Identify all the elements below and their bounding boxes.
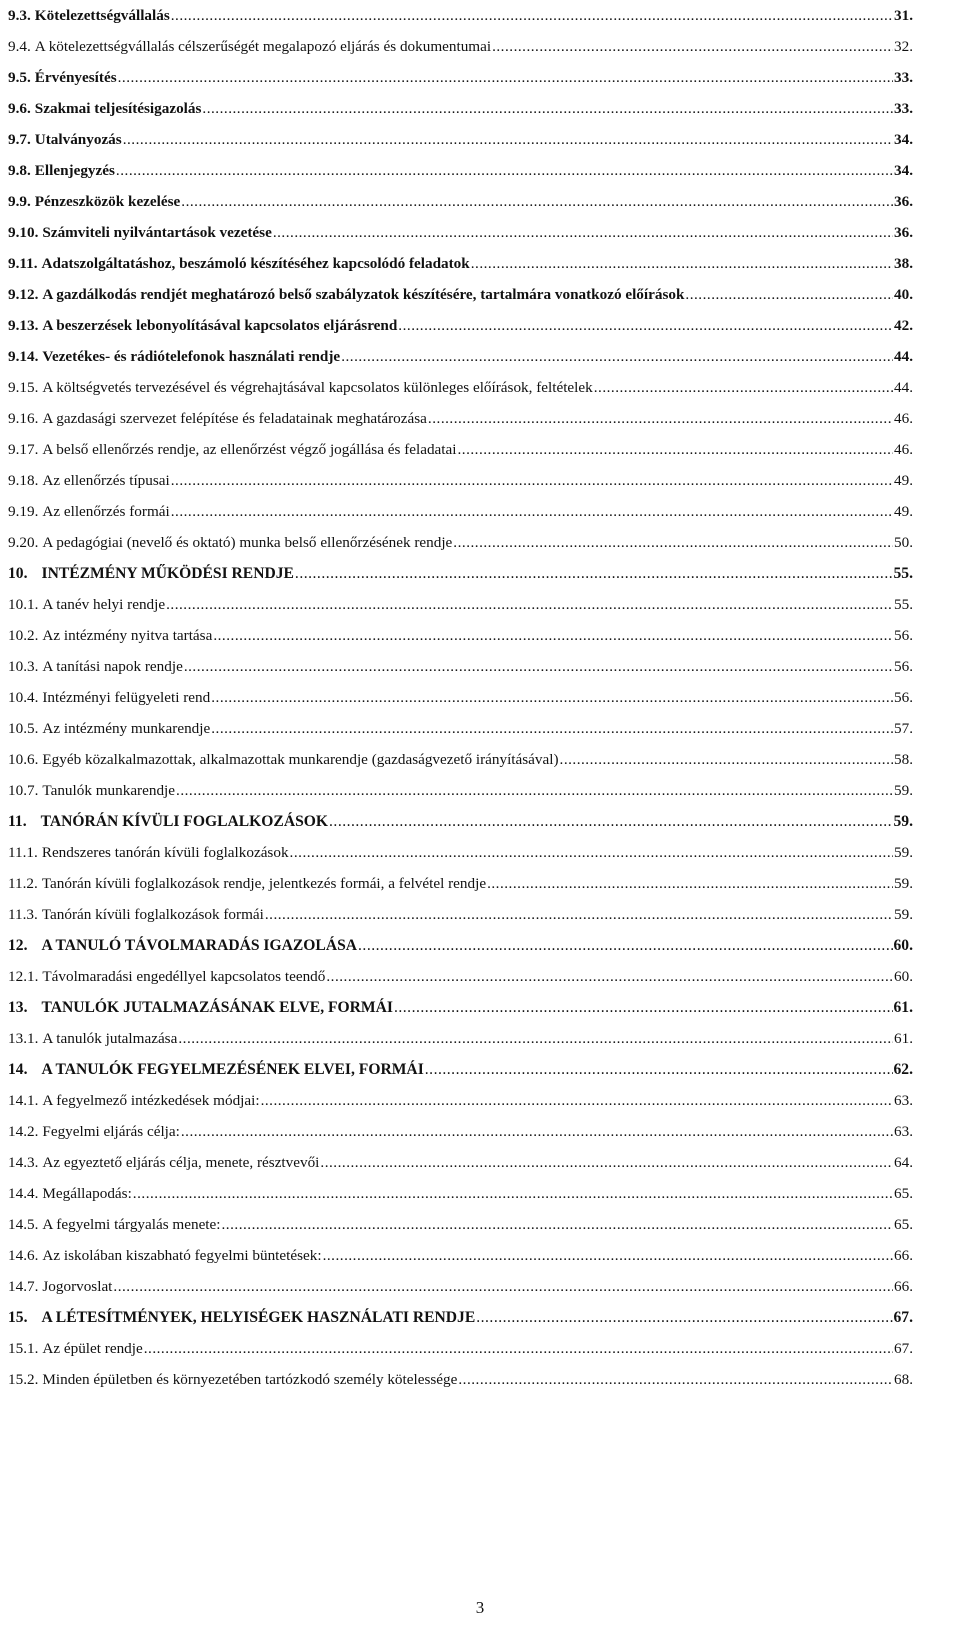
toc-entry-number: 14.5. (8, 1215, 39, 1233)
toc-entry-number: 9.7. (8, 130, 31, 148)
toc-entry-number: 9.5. (8, 68, 31, 86)
toc-entry[interactable] (8, 651, 913, 682)
toc-entry-title: TANÓRÁN KÍVÜLI FOGLALKOZÁSOK (40, 812, 329, 830)
toc-entry-number: 9.17. (8, 440, 39, 458)
toc-entry-page: 44. (894, 378, 913, 396)
toc-entry[interactable] (8, 744, 913, 775)
toc-entry-page: 59. (894, 874, 913, 892)
toc-entry-page: 63. (894, 1091, 913, 1109)
toc-entry[interactable] (8, 558, 913, 589)
toc-entry-title: A gazdasági szervezet felépítése és feladatainak meghatározása (42, 409, 427, 427)
toc-entry-title: A TANULÓ TÁVOLMARADÁS IGAZOLÁSA (41, 936, 358, 954)
toc-entry-page: 67. (894, 1339, 913, 1357)
toc-entry-number: 9.12. (8, 285, 39, 303)
toc-entry-number: 9.4. (8, 37, 31, 55)
toc-entry-number: 11.1. (8, 843, 38, 861)
toc-entry-page: 63. (894, 1122, 913, 1140)
toc-dot-leader (476, 1309, 892, 1327)
toc-entry-number: 15.1. (8, 1339, 39, 1357)
toc-entry-number: 9.6. (8, 99, 31, 117)
toc-entry[interactable] (8, 186, 913, 217)
toc-entry-page: 65. (894, 1184, 913, 1202)
toc-entry-title: A TANULÓK FEGYELMEZÉSÉNEK ELVEI, FORMÁI (41, 1060, 424, 1078)
toc-entry-number: 11.2. (8, 874, 38, 892)
toc-entry-title: A LÉTESÍTMÉNYEK, HELYISÉGEK HASZNÁLATI RENDJE (41, 1308, 476, 1326)
toc-entry-title: Az intézmény nyitva tartása (42, 626, 213, 644)
toc-entry-number: 10.2. (8, 626, 39, 644)
toc-entry-title: A tanulók jutalmazása (42, 1029, 178, 1047)
toc-entry-page: 66. (894, 1246, 913, 1264)
toc-entry-page: 42. (894, 316, 913, 334)
toc-entry[interactable] (8, 496, 913, 527)
toc-entry-number: 9.8. (8, 161, 31, 179)
toc-dot-leader (487, 875, 893, 893)
toc-entry-title: A tanév helyi rendje (42, 595, 166, 613)
toc-entry-page: 56. (894, 626, 913, 644)
toc-entry[interactable] (8, 1271, 913, 1302)
toc-dot-leader (178, 1030, 893, 1048)
toc-entry-page: 59. (894, 843, 913, 861)
toc-dot-leader (265, 906, 893, 924)
toc-entry-number: 9.19. (8, 502, 39, 520)
toc-dot-leader (560, 751, 894, 769)
toc-entry-page: 56. (894, 688, 913, 706)
toc-dot-leader (171, 7, 893, 25)
toc-entry-number: 15. (8, 1308, 28, 1326)
toc-entry-title: Intézményi felügyeleti rend (42, 688, 211, 706)
toc-entry-page: 58. (894, 750, 913, 768)
toc-entry[interactable] (8, 713, 913, 744)
toc-entry-page: 36. (894, 192, 913, 210)
toc-entry-title: Rendszeres tanórán kívüli foglalkozások (41, 843, 289, 861)
toc-entry-page: 68. (894, 1370, 913, 1388)
toc-entry-number: 10.1. (8, 595, 39, 613)
toc-entry-title: Az egyeztető eljárás célja, menete, résztvevői (42, 1153, 320, 1171)
toc-entry-page: 56. (894, 657, 913, 675)
toc-entry-page: 46. (894, 409, 913, 427)
toc-dot-leader (113, 1278, 893, 1296)
table-of-contents (8, 0, 913, 1395)
toc-entry-page: 57. (894, 719, 913, 737)
toc-entry-page: 67. (893, 1308, 913, 1326)
toc-entry-page: 61. (894, 1029, 913, 1047)
toc-dot-leader (184, 658, 893, 676)
toc-entry-page: 50. (894, 533, 913, 551)
toc-entry-title: Ellenjegyzés (34, 161, 115, 179)
toc-entry-title: A kötelezettségvállalás célszerűségét megalapozó eljárás és dokumentumai (34, 37, 492, 55)
toc-dot-leader (458, 1371, 893, 1389)
toc-dot-leader (594, 379, 893, 397)
toc-entry-number: 9.9. (8, 192, 31, 210)
toc-entry-number: 15.2. (8, 1370, 39, 1388)
toc-dot-leader (202, 100, 893, 118)
toc-entry-number: 14.2. (8, 1122, 39, 1140)
toc-dot-leader (329, 813, 892, 831)
toc-entry-page: 33. (894, 68, 913, 86)
toc-entry-number: 10.7. (8, 781, 39, 799)
toc-entry-page: 66. (894, 1277, 913, 1295)
toc-entry-page: 55. (894, 595, 913, 613)
toc-entry-number: 9.11. (8, 254, 38, 272)
toc-entry[interactable] (8, 527, 913, 558)
toc-entry[interactable] (8, 341, 913, 372)
toc-entry-title: Kötelezettségvállalás (34, 6, 170, 24)
toc-dot-leader (166, 596, 893, 614)
toc-entry[interactable] (8, 1302, 913, 1333)
toc-entry-number: 14.4. (8, 1184, 39, 1202)
toc-dot-leader (295, 565, 893, 583)
toc-entry-title: Pénzeszközök kezelése (34, 192, 181, 210)
toc-entry-page: 46. (894, 440, 913, 458)
toc-dot-leader (425, 1061, 893, 1079)
toc-entry[interactable] (8, 372, 913, 403)
toc-entry-page: 60. (894, 967, 913, 985)
toc-entry-page: 49. (894, 502, 913, 520)
toc-dot-leader (222, 1216, 894, 1234)
toc-dot-leader (273, 224, 893, 242)
toc-entry-title: A belső ellenőrzés rendje, az ellenőrzést végző jogállása és feladatai (42, 440, 457, 458)
toc-entry-title: Távolmaradási engedéllyel kapcsolatos teendő (42, 967, 326, 985)
toc-entry[interactable] (8, 1023, 913, 1054)
toc-entry-title: Megállapodás: (42, 1184, 132, 1202)
toc-entry-number: 14.7. (8, 1277, 39, 1295)
toc-entry[interactable] (8, 620, 913, 651)
toc-dot-leader (471, 255, 893, 273)
toc-entry-title: A tanítási napok rendje (42, 657, 183, 675)
toc-entry-page: 59. (893, 812, 913, 830)
toc-entry[interactable] (8, 1209, 913, 1240)
toc-entry-title: Az intézmény munkarendje (42, 719, 211, 737)
toc-entry-number: 9.14. (8, 347, 39, 365)
toc-entry-title: Számviteli nyilvántartások vezetése (42, 223, 272, 241)
toc-entry[interactable] (8, 31, 913, 62)
toc-entry[interactable] (8, 1116, 913, 1147)
toc-dot-leader (320, 1154, 893, 1172)
toc-entry-title: Minden épületben és környezetében tartózkodó személy kötelessége (42, 1370, 458, 1388)
toc-entry[interactable] (8, 589, 913, 620)
toc-entry[interactable] (8, 930, 913, 961)
toc-entry[interactable] (8, 248, 913, 279)
toc-entry-page: 36. (894, 223, 913, 241)
toc-entry-page: 33. (894, 99, 913, 117)
toc-dot-leader (453, 534, 893, 552)
toc-entry[interactable] (8, 0, 913, 31)
toc-entry-number: 9.18. (8, 471, 39, 489)
toc-entry[interactable] (8, 992, 913, 1023)
toc-entry-number: 9.20. (8, 533, 39, 551)
toc-dot-leader (685, 286, 893, 304)
toc-entry-title: Vezetékes- és rádiótelefonok használati rendje (42, 347, 341, 365)
toc-entry-title: Érvényesítés (34, 68, 117, 86)
toc-entry-title: Szakmai teljesítésigazolás (34, 99, 202, 117)
toc-entry[interactable] (8, 1240, 913, 1271)
toc-entry[interactable] (8, 217, 913, 248)
toc-entry-page: 59. (894, 905, 913, 923)
toc-entry-number: 14.3. (8, 1153, 39, 1171)
toc-dot-leader (323, 1247, 893, 1265)
toc-entry[interactable] (8, 279, 913, 310)
toc-entry-title: A költségvetés tervezésével és végrehajtásával kapcsolatos különleges előírások, feltételek (42, 378, 593, 396)
toc-entry[interactable] (8, 1333, 913, 1364)
toc-entry-number: 10.4. (8, 688, 39, 706)
toc-dot-leader (144, 1340, 893, 1358)
toc-dot-leader (326, 968, 893, 986)
toc-dot-leader (492, 38, 893, 56)
toc-entry-number: 10.3. (8, 657, 39, 675)
toc-entry-title: INTÉZMÉNY MŰKÖDÉSI RENDJE (41, 564, 294, 582)
toc-entry[interactable] (8, 682, 913, 713)
toc-entry[interactable] (8, 837, 913, 868)
toc-entry-number: 10.5. (8, 719, 39, 737)
toc-dot-leader (176, 782, 893, 800)
toc-entry-number: 11.3. (8, 905, 38, 923)
toc-dot-leader (213, 627, 893, 645)
toc-entry-page: 55. (893, 564, 913, 582)
toc-dot-leader (358, 937, 892, 955)
toc-entry-title: Tanulók munkarendje (42, 781, 176, 799)
toc-entry-title: Adatszolgáltatáshoz, beszámoló készítéséhez kapcsolódó feladatok (41, 254, 470, 272)
toc-entry-page: 61. (893, 998, 913, 1016)
toc-entry-page: 49. (894, 471, 913, 489)
toc-entry-number: 12.1. (8, 967, 39, 985)
toc-entry-number: 9.3. (8, 6, 31, 24)
toc-entry-title: Utalványozás (34, 130, 122, 148)
toc-entry-number: 14.1. (8, 1091, 39, 1109)
toc-entry-number: 9.15. (8, 378, 39, 396)
toc-dot-leader (118, 69, 893, 87)
toc-entry[interactable] (8, 124, 913, 155)
toc-entry[interactable] (8, 868, 913, 899)
toc-entry-page: 59. (894, 781, 913, 799)
toc-entry[interactable] (8, 465, 913, 496)
toc-dot-leader (171, 472, 893, 490)
toc-entry-title: Az ellenőrzés típusai (42, 471, 170, 489)
toc-entry-page: 32. (894, 37, 913, 55)
toc-entry[interactable] (8, 1085, 913, 1116)
toc-entry-page: 65. (894, 1215, 913, 1233)
toc-entry-number: 10. (8, 564, 28, 582)
toc-entry-page: 64. (894, 1153, 913, 1171)
toc-entry-title: Fegyelmi eljárás célja: (42, 1122, 180, 1140)
toc-dot-leader (341, 348, 893, 366)
toc-dot-leader (290, 844, 893, 862)
toc-entry[interactable] (8, 1178, 913, 1209)
toc-entry-number: 11. (8, 812, 27, 830)
toc-entry[interactable] (8, 62, 913, 93)
toc-entry[interactable] (8, 403, 913, 434)
toc-entry-title: A pedagógiai (nevelő és oktató) munka belső ellenőrzésének rendje (42, 533, 453, 551)
toc-dot-leader (123, 131, 893, 149)
toc-entry[interactable] (8, 434, 913, 465)
toc-dot-leader (398, 317, 893, 335)
toc-entry-page: 31. (894, 6, 913, 24)
toc-entry[interactable] (8, 155, 913, 186)
toc-dot-leader (116, 162, 893, 180)
toc-entry-title: A fegyelmező intézkedések módjai: (42, 1091, 260, 1109)
toc-entry-number: 12. (8, 936, 28, 954)
toc-entry-page: 44. (894, 347, 913, 365)
toc-entry[interactable] (8, 775, 913, 806)
toc-entry-number: 14.6. (8, 1246, 39, 1264)
toc-dot-leader (133, 1185, 893, 1203)
toc-entry-page: 60. (893, 936, 913, 954)
toc-entry-page: 34. (894, 161, 913, 179)
toc-dot-leader (211, 720, 893, 738)
toc-entry-title: Az ellenőrzés formái (42, 502, 170, 520)
toc-dot-leader (457, 441, 893, 459)
toc-dot-leader (181, 1123, 893, 1141)
toc-entry[interactable] (8, 899, 913, 930)
toc-entry-page: 62. (893, 1060, 913, 1078)
toc-entry-number: 14. (8, 1060, 28, 1078)
toc-entry-title: A beszerzések lebonyolításával kapcsolatos eljárásrend (42, 316, 398, 334)
toc-entry-title: Tanórán kívüli foglalkozások formái (41, 905, 264, 923)
toc-entry-page: 38. (894, 254, 913, 272)
toc-entry-title: Jogorvoslat (42, 1277, 113, 1295)
toc-entry-title: Az épület rendje (42, 1339, 143, 1357)
page-number: 3 (475, 1598, 485, 1617)
toc-entry-title: Egyéb közalkalmazottak, alkalmazottak munkarendje (gazdaságvezető irányításával) (42, 750, 559, 768)
toc-entry-number: 13.1. (8, 1029, 39, 1047)
toc-entry[interactable] (8, 1147, 913, 1178)
toc-entry-title: A fegyelmi tárgyalás menete: (42, 1215, 221, 1233)
toc-dot-leader (261, 1092, 893, 1110)
toc-entry-title: Az iskolában kiszabható fegyelmi büntetések: (42, 1246, 322, 1264)
toc-entry-page: 34. (894, 130, 913, 148)
toc-entry-number: 9.10. (8, 223, 39, 241)
toc-entry-title: Tanórán kívüli foglalkozások rendje, jelentkezés formái, a felvétel rendje (41, 874, 487, 892)
toc-entry[interactable] (8, 310, 913, 341)
toc-entry[interactable] (8, 93, 913, 124)
toc-entry[interactable] (8, 961, 913, 992)
toc-entry-number: 13. (8, 998, 28, 1016)
toc-dot-leader (171, 503, 893, 521)
toc-dot-leader (428, 410, 893, 428)
toc-entry-number: 9.13. (8, 316, 39, 334)
toc-dot-leader (394, 999, 893, 1017)
toc-dot-leader (181, 193, 893, 211)
toc-dot-leader (211, 689, 893, 707)
toc-entry-number: 10.6. (8, 750, 39, 768)
toc-entry-title: A gazdálkodás rendjét meghatározó belső szabályzatok készítésére, tartalmára vonatkozó előírások (42, 285, 685, 303)
toc-entry[interactable] (8, 806, 913, 837)
toc-entry-number: 9.16. (8, 409, 39, 427)
toc-entry[interactable] (8, 1054, 913, 1085)
toc-entry-title: TANULÓK JUTALMAZÁSÁNAK ELVE, FORMÁI (41, 998, 393, 1016)
toc-entry[interactable] (8, 1364, 913, 1395)
toc-entry-page: 40. (894, 285, 913, 303)
